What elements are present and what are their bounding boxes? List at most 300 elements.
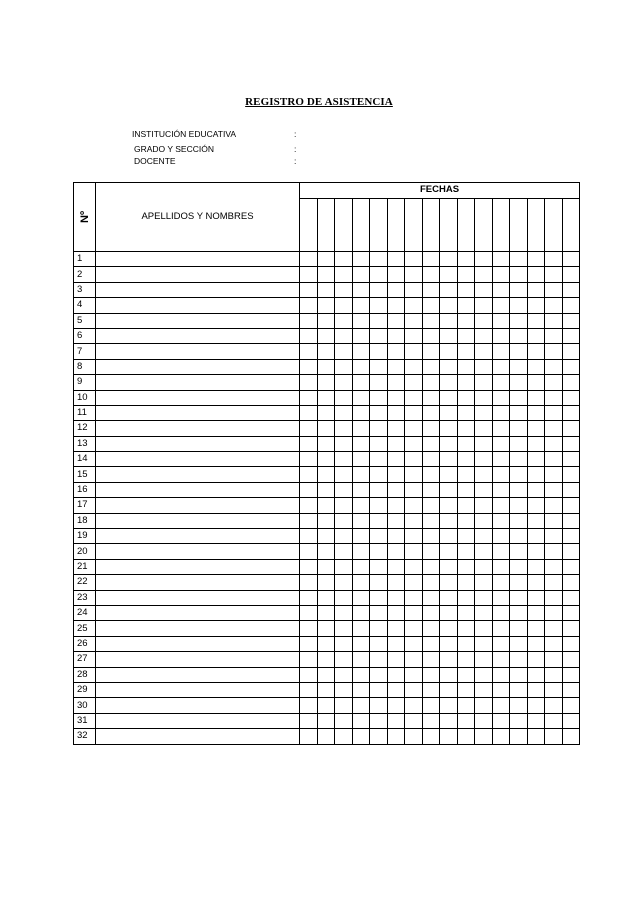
- attendance-cell[interactable]: [510, 267, 528, 282]
- attendance-cell[interactable]: [492, 513, 510, 528]
- attendance-cell[interactable]: [545, 621, 563, 636]
- attendance-cell[interactable]: [335, 328, 353, 343]
- attendance-cell[interactable]: [387, 359, 405, 374]
- attendance-cell[interactable]: [405, 636, 423, 651]
- attendance-cell[interactable]: [492, 636, 510, 651]
- attendance-cell[interactable]: [300, 328, 318, 343]
- attendance-cell[interactable]: [562, 544, 580, 559]
- attendance-cell[interactable]: [317, 421, 335, 436]
- date-slot[interactable]: [492, 198, 510, 251]
- attendance-cell[interactable]: [457, 713, 475, 728]
- student-name-cell[interactable]: [96, 713, 300, 728]
- student-name-cell[interactable]: [96, 544, 300, 559]
- attendance-cell[interactable]: [387, 390, 405, 405]
- attendance-cell[interactable]: [492, 452, 510, 467]
- attendance-cell[interactable]: [475, 359, 493, 374]
- attendance-cell[interactable]: [562, 436, 580, 451]
- attendance-cell[interactable]: [422, 282, 440, 297]
- attendance-cell[interactable]: [492, 267, 510, 282]
- attendance-cell[interactable]: [492, 436, 510, 451]
- attendance-cell[interactable]: [545, 575, 563, 590]
- attendance-cell[interactable]: [457, 682, 475, 697]
- attendance-cell[interactable]: [300, 298, 318, 313]
- attendance-cell[interactable]: [405, 344, 423, 359]
- attendance-cell[interactable]: [387, 667, 405, 682]
- date-slot[interactable]: [335, 198, 353, 251]
- attendance-cell[interactable]: [510, 328, 528, 343]
- attendance-cell[interactable]: [475, 513, 493, 528]
- attendance-cell[interactable]: [492, 298, 510, 313]
- attendance-cell[interactable]: [335, 344, 353, 359]
- attendance-cell[interactable]: [457, 559, 475, 574]
- attendance-cell[interactable]: [562, 252, 580, 267]
- attendance-cell[interactable]: [510, 590, 528, 605]
- attendance-cell[interactable]: [387, 559, 405, 574]
- attendance-cell[interactable]: [527, 359, 545, 374]
- attendance-cell[interactable]: [492, 544, 510, 559]
- attendance-cell[interactable]: [370, 390, 388, 405]
- attendance-cell[interactable]: [317, 328, 335, 343]
- attendance-cell[interactable]: [405, 682, 423, 697]
- attendance-cell[interactable]: [300, 359, 318, 374]
- attendance-cell[interactable]: [545, 452, 563, 467]
- attendance-cell[interactable]: [352, 282, 370, 297]
- attendance-cell[interactable]: [317, 667, 335, 682]
- attendance-cell[interactable]: [457, 667, 475, 682]
- attendance-cell[interactable]: [562, 298, 580, 313]
- attendance-cell[interactable]: [370, 298, 388, 313]
- attendance-cell[interactable]: [317, 390, 335, 405]
- attendance-cell[interactable]: [457, 498, 475, 513]
- attendance-cell[interactable]: [510, 605, 528, 620]
- attendance-cell[interactable]: [370, 267, 388, 282]
- attendance-cell[interactable]: [475, 652, 493, 667]
- attendance-cell[interactable]: [457, 452, 475, 467]
- attendance-cell[interactable]: [335, 713, 353, 728]
- attendance-cell[interactable]: [387, 544, 405, 559]
- attendance-cell[interactable]: [352, 482, 370, 497]
- attendance-cell[interactable]: [317, 621, 335, 636]
- student-name-cell[interactable]: [96, 621, 300, 636]
- attendance-cell[interactable]: [352, 729, 370, 744]
- attendance-cell[interactable]: [370, 652, 388, 667]
- attendance-cell[interactable]: [387, 298, 405, 313]
- attendance-cell[interactable]: [300, 436, 318, 451]
- attendance-cell[interactable]: [510, 344, 528, 359]
- attendance-cell[interactable]: [562, 498, 580, 513]
- attendance-cell[interactable]: [440, 605, 458, 620]
- attendance-cell[interactable]: [562, 313, 580, 328]
- attendance-cell[interactable]: [335, 667, 353, 682]
- attendance-cell[interactable]: [475, 529, 493, 544]
- date-slot[interactable]: [440, 198, 458, 251]
- attendance-cell[interactable]: [545, 328, 563, 343]
- attendance-cell[interactable]: [405, 575, 423, 590]
- attendance-cell[interactable]: [545, 482, 563, 497]
- attendance-cell[interactable]: [352, 252, 370, 267]
- attendance-cell[interactable]: [387, 282, 405, 297]
- attendance-cell[interactable]: [405, 652, 423, 667]
- attendance-cell[interactable]: [335, 729, 353, 744]
- attendance-cell[interactable]: [475, 375, 493, 390]
- attendance-cell[interactable]: [422, 713, 440, 728]
- attendance-cell[interactable]: [300, 267, 318, 282]
- attendance-cell[interactable]: [335, 575, 353, 590]
- attendance-cell[interactable]: [440, 590, 458, 605]
- attendance-cell[interactable]: [370, 605, 388, 620]
- attendance-cell[interactable]: [352, 575, 370, 590]
- attendance-cell[interactable]: [352, 375, 370, 390]
- attendance-cell[interactable]: [335, 436, 353, 451]
- attendance-cell[interactable]: [457, 405, 475, 420]
- attendance-cell[interactable]: [317, 713, 335, 728]
- attendance-cell[interactable]: [545, 298, 563, 313]
- attendance-cell[interactable]: [387, 636, 405, 651]
- attendance-cell[interactable]: [352, 682, 370, 697]
- attendance-cell[interactable]: [405, 390, 423, 405]
- attendance-cell[interactable]: [387, 682, 405, 697]
- attendance-cell[interactable]: [300, 698, 318, 713]
- attendance-cell[interactable]: [527, 544, 545, 559]
- attendance-cell[interactable]: [422, 559, 440, 574]
- date-slot[interactable]: [527, 198, 545, 251]
- attendance-cell[interactable]: [422, 667, 440, 682]
- attendance-cell[interactable]: [475, 452, 493, 467]
- attendance-cell[interactable]: [457, 421, 475, 436]
- attendance-cell[interactable]: [440, 544, 458, 559]
- attendance-cell[interactable]: [335, 590, 353, 605]
- attendance-cell[interactable]: [510, 575, 528, 590]
- attendance-cell[interactable]: [370, 421, 388, 436]
- attendance-cell[interactable]: [562, 729, 580, 744]
- attendance-cell[interactable]: [352, 559, 370, 574]
- attendance-cell[interactable]: [352, 605, 370, 620]
- attendance-cell[interactable]: [422, 729, 440, 744]
- attendance-cell[interactable]: [510, 698, 528, 713]
- attendance-cell[interactable]: [317, 405, 335, 420]
- attendance-cell[interactable]: [545, 529, 563, 544]
- attendance-cell[interactable]: [370, 729, 388, 744]
- attendance-cell[interactable]: [300, 375, 318, 390]
- attendance-cell[interactable]: [562, 405, 580, 420]
- attendance-cell[interactable]: [387, 421, 405, 436]
- attendance-cell[interactable]: [545, 375, 563, 390]
- attendance-cell[interactable]: [370, 544, 388, 559]
- attendance-cell[interactable]: [492, 621, 510, 636]
- attendance-cell[interactable]: [405, 313, 423, 328]
- attendance-cell[interactable]: [510, 652, 528, 667]
- attendance-cell[interactable]: [405, 436, 423, 451]
- attendance-cell[interactable]: [422, 636, 440, 651]
- attendance-cell[interactable]: [317, 375, 335, 390]
- attendance-cell[interactable]: [440, 282, 458, 297]
- attendance-cell[interactable]: [335, 559, 353, 574]
- attendance-cell[interactable]: [317, 252, 335, 267]
- attendance-cell[interactable]: [317, 344, 335, 359]
- attendance-cell[interactable]: [422, 313, 440, 328]
- attendance-cell[interactable]: [545, 652, 563, 667]
- attendance-cell[interactable]: [370, 682, 388, 697]
- attendance-cell[interactable]: [475, 482, 493, 497]
- attendance-cell[interactable]: [492, 667, 510, 682]
- attendance-cell[interactable]: [335, 652, 353, 667]
- attendance-cell[interactable]: [405, 544, 423, 559]
- attendance-cell[interactable]: [405, 713, 423, 728]
- attendance-cell[interactable]: [457, 621, 475, 636]
- student-name-cell[interactable]: [96, 421, 300, 436]
- student-name-cell[interactable]: [96, 375, 300, 390]
- attendance-cell[interactable]: [440, 328, 458, 343]
- attendance-cell[interactable]: [527, 498, 545, 513]
- attendance-cell[interactable]: [405, 252, 423, 267]
- attendance-cell[interactable]: [545, 436, 563, 451]
- attendance-cell[interactable]: [475, 344, 493, 359]
- attendance-cell[interactable]: [300, 575, 318, 590]
- attendance-cell[interactable]: [352, 636, 370, 651]
- attendance-cell[interactable]: [475, 328, 493, 343]
- attendance-cell[interactable]: [562, 452, 580, 467]
- attendance-cell[interactable]: [562, 590, 580, 605]
- attendance-cell[interactable]: [370, 328, 388, 343]
- attendance-cell[interactable]: [457, 313, 475, 328]
- attendance-cell[interactable]: [527, 529, 545, 544]
- attendance-cell[interactable]: [317, 482, 335, 497]
- student-name-cell[interactable]: [96, 605, 300, 620]
- attendance-cell[interactable]: [510, 529, 528, 544]
- attendance-cell[interactable]: [352, 529, 370, 544]
- attendance-cell[interactable]: [352, 313, 370, 328]
- attendance-cell[interactable]: [457, 252, 475, 267]
- attendance-cell[interactable]: [562, 575, 580, 590]
- date-slot[interactable]: [405, 198, 423, 251]
- attendance-cell[interactable]: [300, 729, 318, 744]
- attendance-cell[interactable]: [352, 590, 370, 605]
- attendance-cell[interactable]: [457, 267, 475, 282]
- attendance-cell[interactable]: [317, 282, 335, 297]
- attendance-cell[interactable]: [352, 344, 370, 359]
- attendance-cell[interactable]: [352, 621, 370, 636]
- attendance-cell[interactable]: [545, 559, 563, 574]
- attendance-cell[interactable]: [562, 390, 580, 405]
- attendance-cell[interactable]: [300, 452, 318, 467]
- attendance-cell[interactable]: [475, 421, 493, 436]
- attendance-cell[interactable]: [527, 729, 545, 744]
- attendance-cell[interactable]: [387, 313, 405, 328]
- attendance-cell[interactable]: [387, 605, 405, 620]
- attendance-cell[interactable]: [475, 498, 493, 513]
- attendance-cell[interactable]: [317, 636, 335, 651]
- attendance-cell[interactable]: [492, 359, 510, 374]
- attendance-cell[interactable]: [335, 636, 353, 651]
- attendance-cell[interactable]: [527, 375, 545, 390]
- attendance-cell[interactable]: [352, 328, 370, 343]
- attendance-cell[interactable]: [527, 313, 545, 328]
- attendance-cell[interactable]: [492, 405, 510, 420]
- attendance-cell[interactable]: [440, 713, 458, 728]
- student-name-cell[interactable]: [96, 590, 300, 605]
- attendance-cell[interactable]: [440, 729, 458, 744]
- attendance-cell[interactable]: [545, 729, 563, 744]
- attendance-cell[interactable]: [422, 405, 440, 420]
- attendance-cell[interactable]: [527, 267, 545, 282]
- attendance-cell[interactable]: [492, 467, 510, 482]
- attendance-cell[interactable]: [387, 252, 405, 267]
- attendance-cell[interactable]: [370, 452, 388, 467]
- attendance-cell[interactable]: [545, 513, 563, 528]
- attendance-cell[interactable]: [527, 652, 545, 667]
- attendance-cell[interactable]: [510, 467, 528, 482]
- student-name-cell[interactable]: [96, 698, 300, 713]
- attendance-cell[interactable]: [475, 282, 493, 297]
- attendance-cell[interactable]: [440, 267, 458, 282]
- attendance-cell[interactable]: [335, 375, 353, 390]
- student-name-cell[interactable]: [96, 452, 300, 467]
- attendance-cell[interactable]: [387, 436, 405, 451]
- attendance-cell[interactable]: [457, 575, 475, 590]
- student-name-cell[interactable]: [96, 436, 300, 451]
- attendance-cell[interactable]: [405, 559, 423, 574]
- attendance-cell[interactable]: [405, 298, 423, 313]
- attendance-cell[interactable]: [527, 513, 545, 528]
- attendance-cell[interactable]: [475, 252, 493, 267]
- attendance-cell[interactable]: [562, 359, 580, 374]
- attendance-cell[interactable]: [387, 529, 405, 544]
- attendance-cell[interactable]: [457, 605, 475, 620]
- student-name-cell[interactable]: [96, 313, 300, 328]
- attendance-cell[interactable]: [457, 375, 475, 390]
- attendance-cell[interactable]: [440, 390, 458, 405]
- attendance-cell[interactable]: [352, 359, 370, 374]
- attendance-cell[interactable]: [562, 467, 580, 482]
- attendance-cell[interactable]: [370, 282, 388, 297]
- attendance-cell[interactable]: [422, 359, 440, 374]
- attendance-cell[interactable]: [440, 682, 458, 697]
- attendance-cell[interactable]: [545, 313, 563, 328]
- attendance-cell[interactable]: [405, 405, 423, 420]
- attendance-cell[interactable]: [405, 452, 423, 467]
- attendance-cell[interactable]: [562, 513, 580, 528]
- attendance-cell[interactable]: [422, 375, 440, 390]
- student-name-cell[interactable]: [96, 682, 300, 697]
- attendance-cell[interactable]: [352, 267, 370, 282]
- attendance-cell[interactable]: [335, 405, 353, 420]
- attendance-cell[interactable]: [492, 729, 510, 744]
- attendance-cell[interactable]: [352, 513, 370, 528]
- attendance-cell[interactable]: [387, 467, 405, 482]
- attendance-cell[interactable]: [335, 359, 353, 374]
- attendance-cell[interactable]: [440, 359, 458, 374]
- attendance-cell[interactable]: [317, 652, 335, 667]
- attendance-cell[interactable]: [475, 544, 493, 559]
- attendance-cell[interactable]: [510, 252, 528, 267]
- date-slot[interactable]: [562, 198, 580, 251]
- attendance-cell[interactable]: [405, 698, 423, 713]
- attendance-cell[interactable]: [335, 682, 353, 697]
- attendance-cell[interactable]: [440, 421, 458, 436]
- attendance-cell[interactable]: [352, 698, 370, 713]
- attendance-cell[interactable]: [527, 682, 545, 697]
- attendance-cell[interactable]: [527, 252, 545, 267]
- attendance-cell[interactable]: [475, 390, 493, 405]
- attendance-cell[interactable]: [300, 252, 318, 267]
- attendance-cell[interactable]: [387, 482, 405, 497]
- attendance-cell[interactable]: [457, 636, 475, 651]
- attendance-cell[interactable]: [562, 621, 580, 636]
- attendance-cell[interactable]: [300, 282, 318, 297]
- attendance-cell[interactable]: [492, 713, 510, 728]
- attendance-cell[interactable]: [370, 375, 388, 390]
- attendance-cell[interactable]: [545, 713, 563, 728]
- attendance-cell[interactable]: [545, 467, 563, 482]
- attendance-cell[interactable]: [317, 575, 335, 590]
- attendance-cell[interactable]: [475, 467, 493, 482]
- attendance-cell[interactable]: [527, 467, 545, 482]
- attendance-cell[interactable]: [300, 344, 318, 359]
- attendance-cell[interactable]: [405, 605, 423, 620]
- attendance-cell[interactable]: [457, 282, 475, 297]
- attendance-cell[interactable]: [352, 436, 370, 451]
- attendance-cell[interactable]: [545, 252, 563, 267]
- attendance-cell[interactable]: [405, 621, 423, 636]
- attendance-cell[interactable]: [405, 590, 423, 605]
- attendance-cell[interactable]: [492, 282, 510, 297]
- attendance-cell[interactable]: [352, 405, 370, 420]
- date-slot[interactable]: [352, 198, 370, 251]
- attendance-cell[interactable]: [405, 421, 423, 436]
- attendance-cell[interactable]: [370, 713, 388, 728]
- attendance-cell[interactable]: [562, 282, 580, 297]
- attendance-cell[interactable]: [387, 713, 405, 728]
- attendance-cell[interactable]: [405, 467, 423, 482]
- attendance-cell[interactable]: [440, 667, 458, 682]
- attendance-cell[interactable]: [370, 590, 388, 605]
- attendance-cell[interactable]: [335, 498, 353, 513]
- attendance-cell[interactable]: [370, 252, 388, 267]
- attendance-cell[interactable]: [405, 359, 423, 374]
- attendance-cell[interactable]: [387, 652, 405, 667]
- attendance-cell[interactable]: [457, 652, 475, 667]
- attendance-cell[interactable]: [370, 575, 388, 590]
- attendance-cell[interactable]: [545, 698, 563, 713]
- student-name-cell[interactable]: [96, 298, 300, 313]
- attendance-cell[interactable]: [335, 252, 353, 267]
- attendance-cell[interactable]: [440, 621, 458, 636]
- attendance-cell[interactable]: [510, 559, 528, 574]
- attendance-cell[interactable]: [335, 513, 353, 528]
- date-slot[interactable]: [370, 198, 388, 251]
- attendance-cell[interactable]: [440, 452, 458, 467]
- attendance-cell[interactable]: [475, 636, 493, 651]
- attendance-cell[interactable]: [527, 344, 545, 359]
- attendance-cell[interactable]: [300, 405, 318, 420]
- attendance-cell[interactable]: [562, 328, 580, 343]
- student-name-cell[interactable]: [96, 467, 300, 482]
- date-slot[interactable]: [545, 198, 563, 251]
- attendance-cell[interactable]: [422, 252, 440, 267]
- attendance-cell[interactable]: [527, 328, 545, 343]
- attendance-cell[interactable]: [457, 390, 475, 405]
- attendance-cell[interactable]: [545, 498, 563, 513]
- attendance-cell[interactable]: [492, 421, 510, 436]
- student-name-cell[interactable]: [96, 575, 300, 590]
- attendance-cell[interactable]: [300, 421, 318, 436]
- attendance-cell[interactable]: [300, 313, 318, 328]
- attendance-cell[interactable]: [492, 590, 510, 605]
- attendance-cell[interactable]: [300, 652, 318, 667]
- attendance-cell[interactable]: [440, 559, 458, 574]
- attendance-cell[interactable]: [405, 513, 423, 528]
- attendance-cell[interactable]: [527, 621, 545, 636]
